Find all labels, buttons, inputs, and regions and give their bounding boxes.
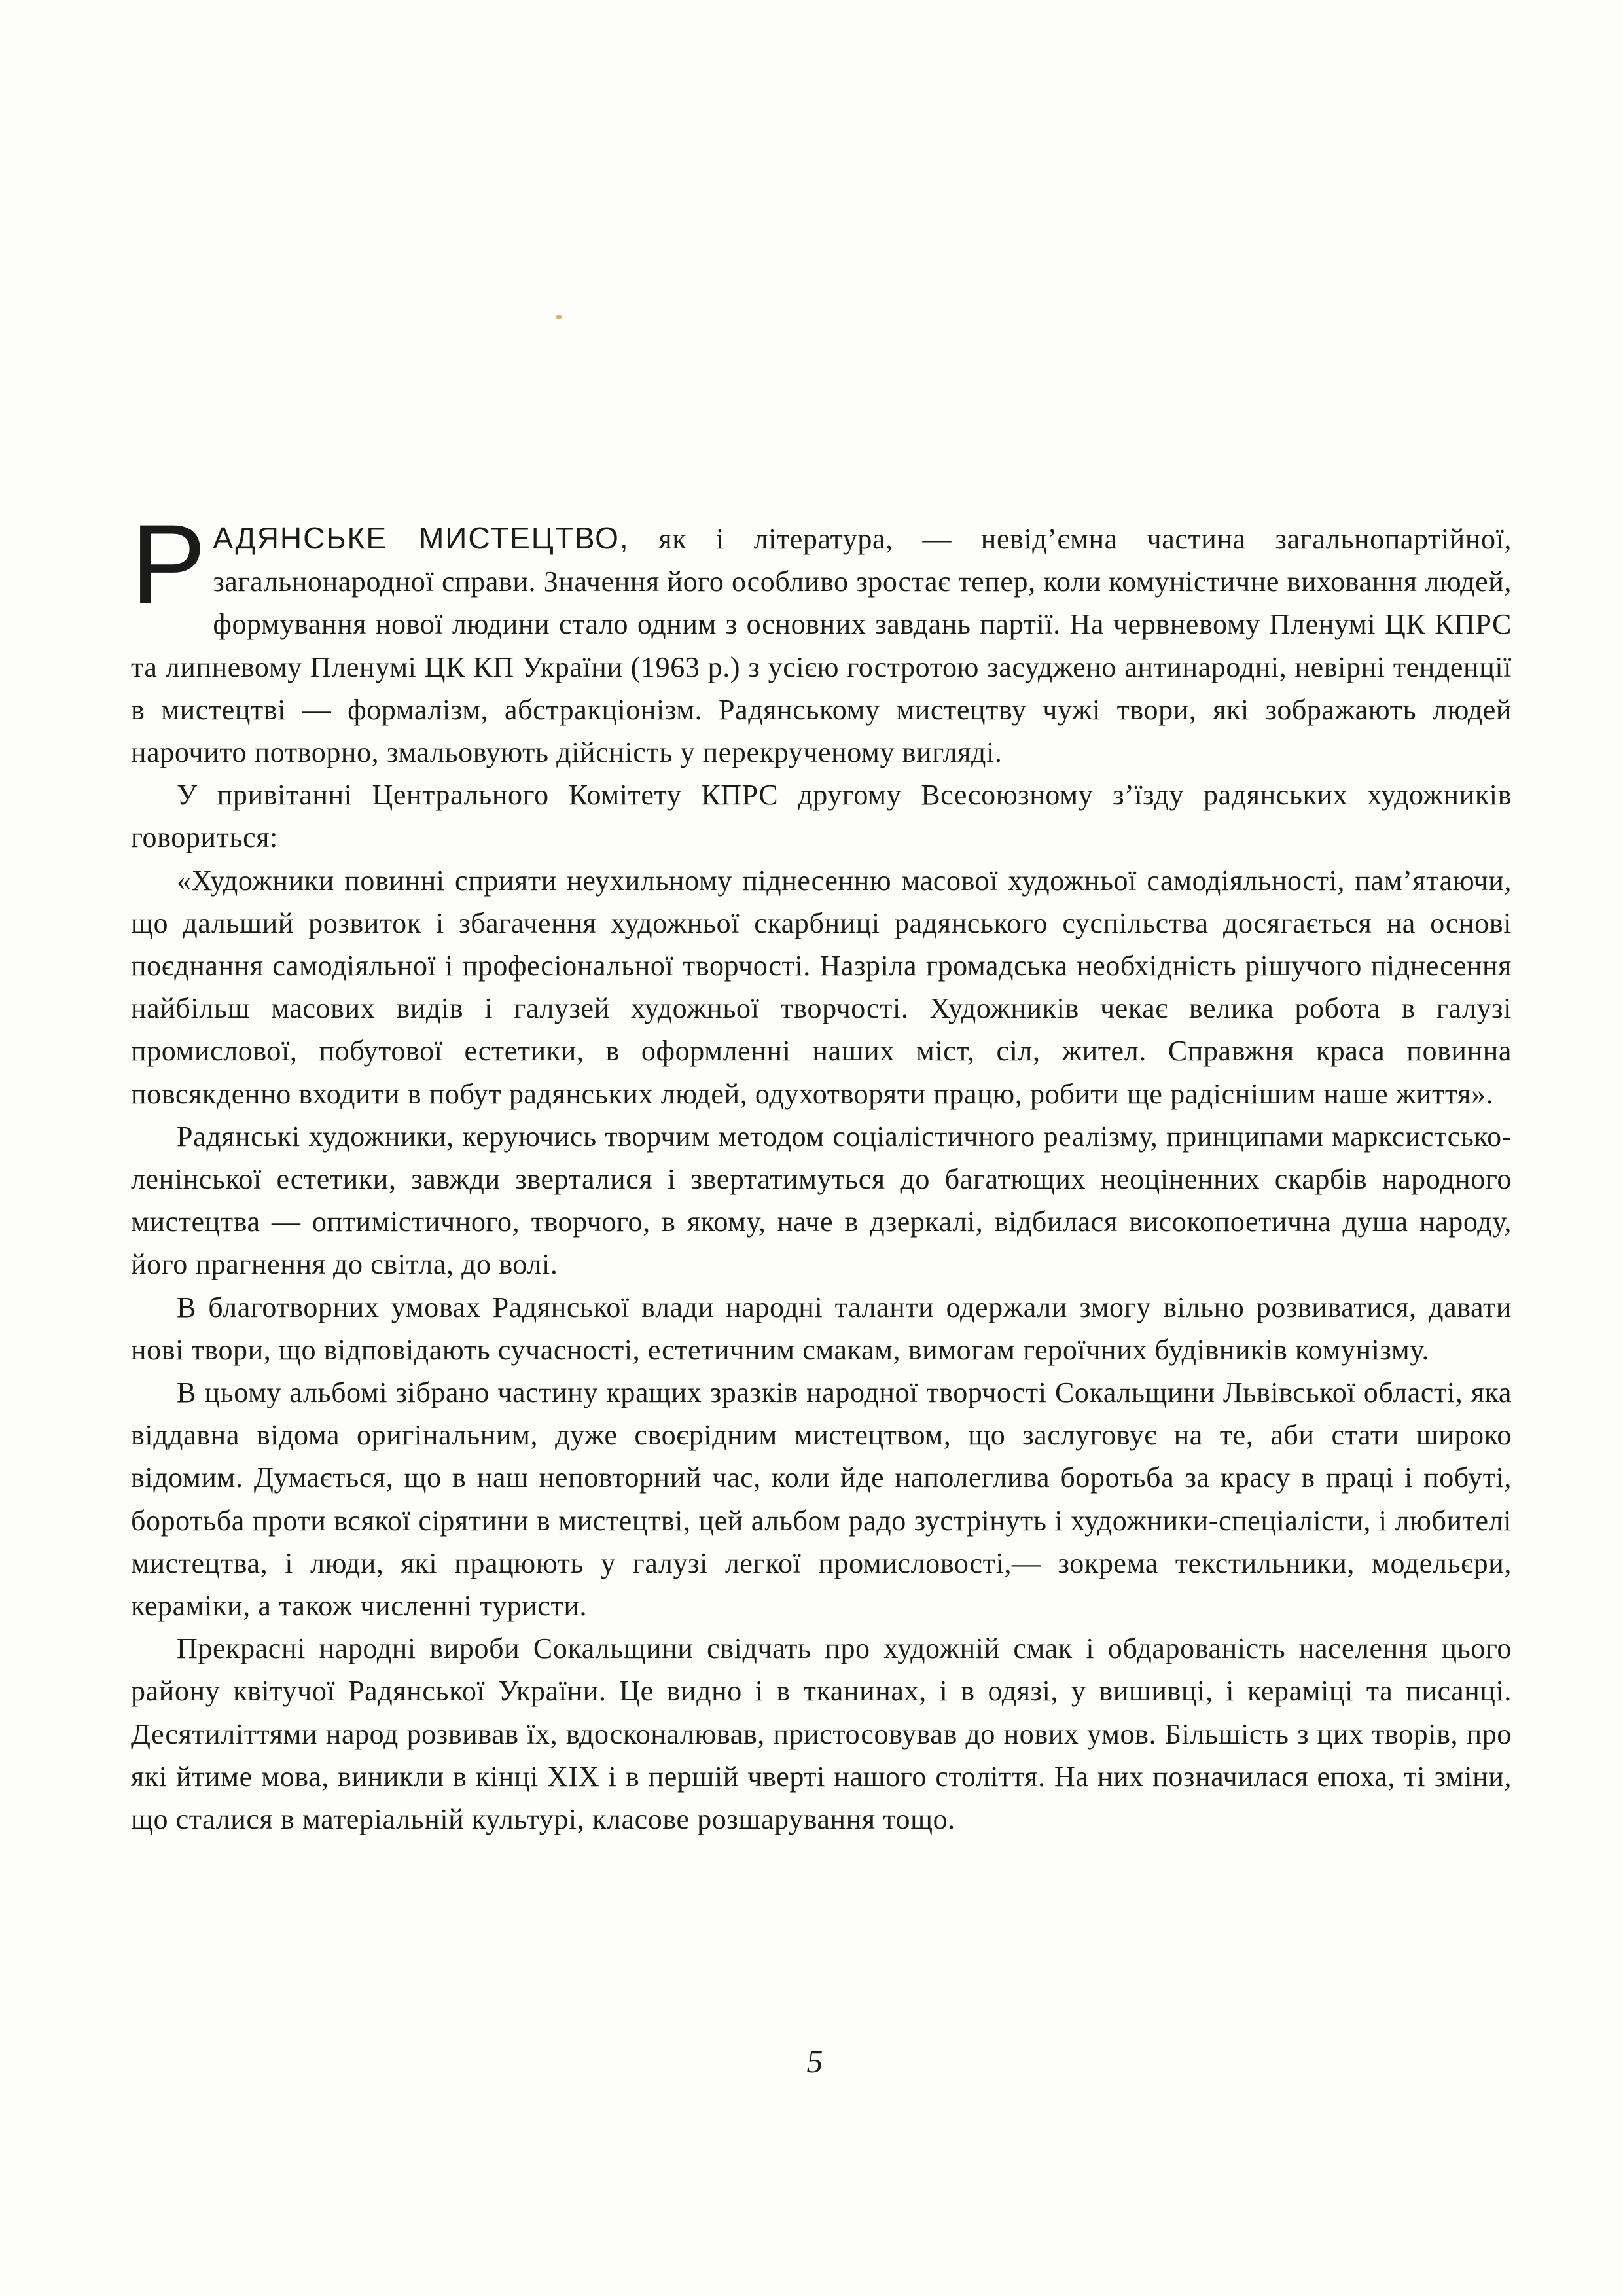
paragraph-4: Радянські художники, керуючись творчим методом соціалістичного реалізму, принципами марксистсько-ленінської естетики, завжди зверталися і звертатимуться до багатющих неоціненних скарбів народного мистецтва — оптимістичного, творчого, в якому, наче в дзеркалі, відбилася високопоетична душа народу, його прагнення до світла, до волі. xyxy=(131,1120,1512,1281)
paragraph-1 xyxy=(131,501,1512,774)
article-body xyxy=(131,501,1512,1840)
paragraph-7: Прекрасні народні вироби Сокальщини свідчать про художній смак і обдарованість населення цього району квітучої Радянської України. Це видно і в тканинах, і в одязі, у вишивці, і кераміці та писанці. Десятиліттями народ розвивав їх, вдосконалював, пристосовував до нових умов. Більшість з цих творів, про які йтиме мова, виникли в кінці XIX і в першій чверті нашого століття. На них позначилася епоха, ті зміни, що сталися в матеріальній культурі, класове розшарування тощо. xyxy=(131,1632,1512,1836)
paragraph-3-quote: «Художники повинні сприяти неухильному піднесенню масової художньої самодіяльності, пам’ятаючи, що дальший розвиток і збагачення художньої скарбниці радянського суспільства досягається на основі поєднання самодіяльної і професіональної творчості. Назріла громадська необхідність рішучого піднесення найбільш масових видів і галузей художньої творчості. Художників чекає велика робота в галузі промислової, побутової естетики, в оформленні наших міст, сіл, жител. Справжня краса повинна повсякденно входити в побут радянських людей, одухотворяти працю, робити ще радіснішим наше життя». xyxy=(131,864,1512,1110)
opening-caps: АДЯНСЬКЕ МИСТЕЦТВО, xyxy=(213,521,630,555)
paragraph-2: У привітанні Центрального Комітету КПРС другому Всесоюзному з’їзду радянських художників говориться: xyxy=(131,779,1512,854)
decorative-speck xyxy=(556,315,562,319)
page-number: 5 xyxy=(806,2043,823,2079)
paragraph-5: В благотворних умовах Радянської влади народні таланти одержали змогу вільно розвиватися, давати нові твори, що відповідають сучасності, естетичним смакам, вимогам героїчних будівників комунізму. xyxy=(131,1291,1512,1366)
paragraph-6: В цьому альбомі зібрано частину кращих зразків народної творчості Сокальщини Львівської області, яка віддавна відома оригінальним, дуже своєрідним мистецтвом, що заслуговує на те, аби стати широко відомим. Думається, що в наш неповторний час, коли йде наполеглива боротьба за красу в праці і побуті, боротьба проти всякої сірятини в мистецтві, цей альбом радо зустрінуть і художники-спеціалісти, і любителі мистецтва, і люди, які працюють у галузі легкої промисловості,— зокрема текстильники, модельєри, кераміки, а також численні туристи. xyxy=(131,1376,1512,1623)
drop-cap: Р xyxy=(131,501,207,627)
paragraph-1-text: як і література, — невід’ємна частина загальнопартійної, загальнонародної справи. Значення його особливо зростає тепер, коли комуністичне виховання людей, формування нової людини стало одним з основних завдань партії. На червневому Пленумі ЦК КПРС та липневому Пленумі ЦК КП України (1963 р.) з усією гостротою засуджено антинародні, невірні тенденції в мистецтві — формалізм, абстракціонізм. Радянському мистецтву чужі твори, які зображають людей нарочито потворно, змальовують дійсність у перекрученому вигляді. xyxy=(131,523,1512,769)
